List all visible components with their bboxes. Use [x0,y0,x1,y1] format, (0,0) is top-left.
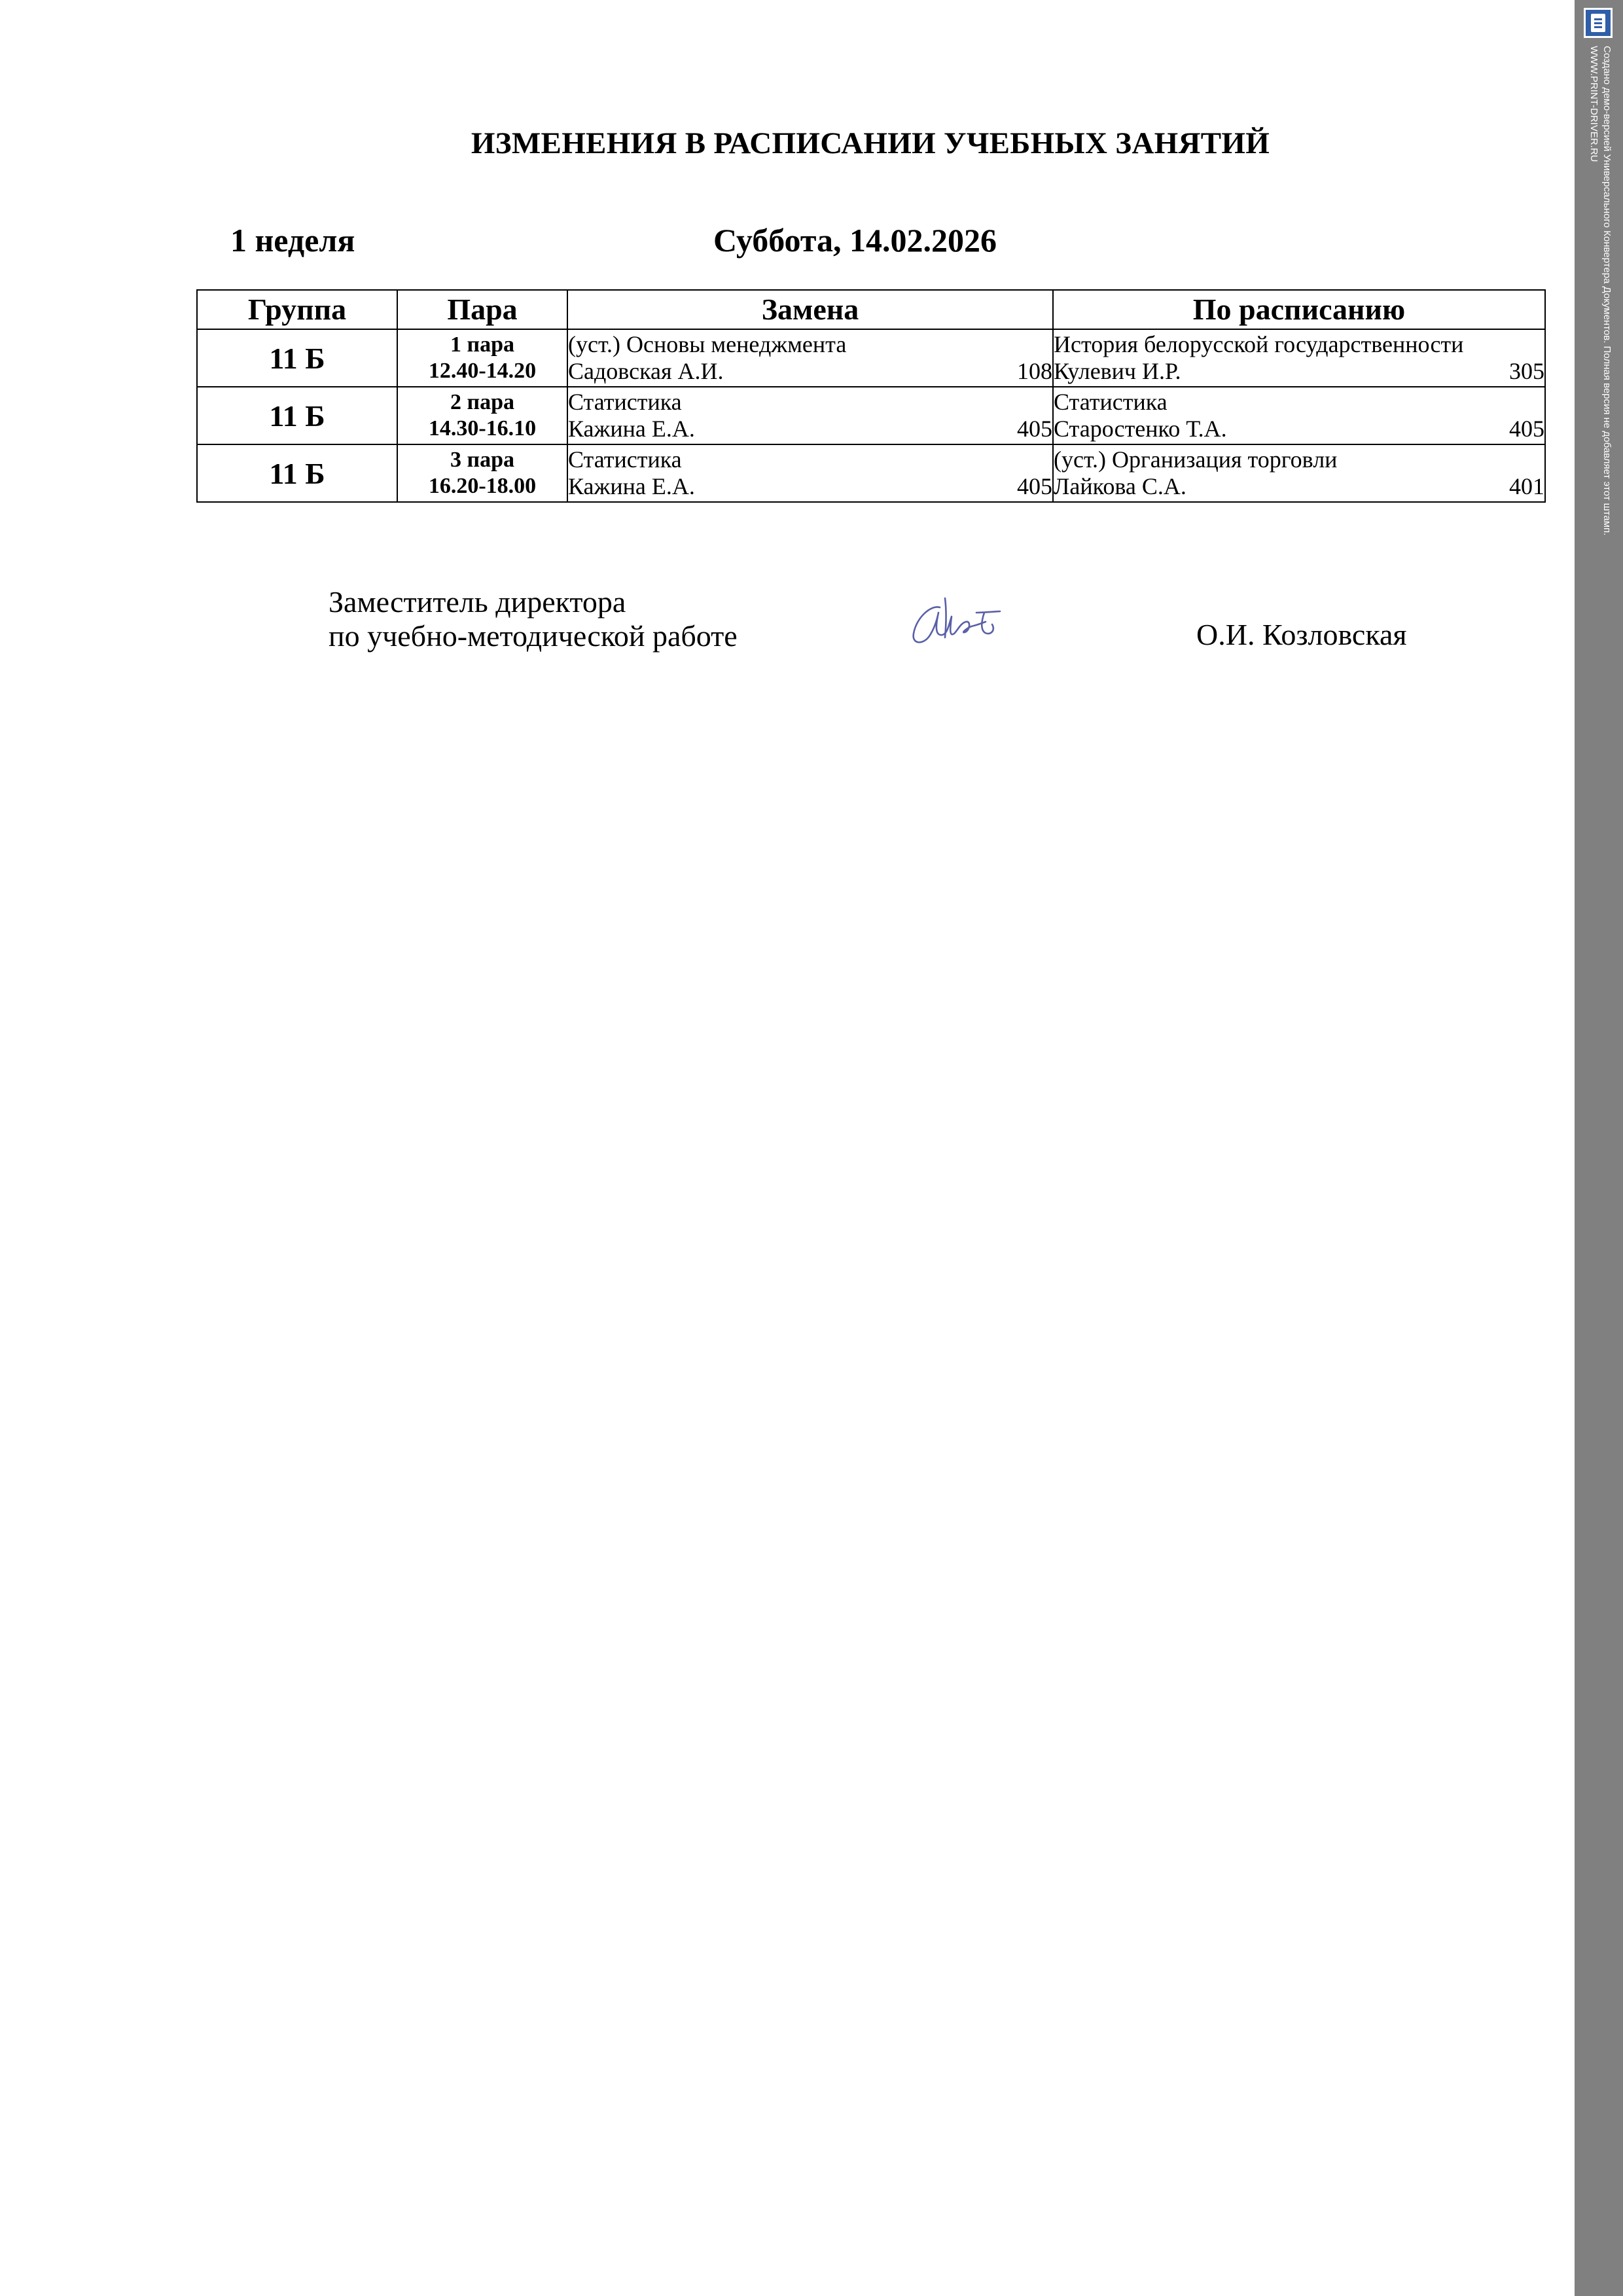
header-group: Группа [197,290,397,329]
week-label: 1 неделя [230,222,355,259]
date-label: Суббота, 14.02.2026 [713,222,997,259]
pair-cell [397,329,567,387]
document-title: ИЗМЕНЕНИЯ В РАСПИСАНИИ УЧЕБНЫХ ЗАНЯТИЙ [471,126,1270,160]
scheduled-subject: (уст.) Организация торговли [1054,446,1338,473]
schedule-changes-table [196,289,1546,503]
replacement-room: 108 [1017,358,1052,384]
replacement-cell [567,329,1053,387]
group-cell: 11 Б [197,444,397,502]
signatory-role-line-2: по учебно-методической работе [329,619,738,653]
group-cell: 11 Б [197,387,397,444]
signatory-name: О.И. Козловская [1196,618,1407,651]
watermark-text [1586,46,1615,661]
pair-number: 3 пара [450,448,514,472]
replacement-teacher: Садовская А.И. [568,358,724,384]
pair-time: 14.30-16.10 [428,416,537,440]
replacement-cell [567,444,1053,502]
scheduled-cell [1053,444,1545,502]
replacement-room: 405 [1017,473,1052,499]
watermark-line-1: Создано демо-версией Универсального Конвертера Документов. Полная версия не добавляет этот штамп. [1601,46,1613,536]
scheduled-room: 405 [1509,416,1544,442]
pair-cell [397,444,567,502]
replacement-subject: Статистика [568,446,682,473]
signatory-role [329,585,738,653]
scheduled-room: 401 [1509,473,1544,499]
scheduled-cell [1053,387,1545,444]
replacement-subject: (уст.) Основы менеджмента [568,331,847,357]
signatory-role-line-1: Заместитель директора [329,585,626,619]
scheduled-room: 305 [1509,358,1544,384]
converter-logo-icon [1584,8,1613,38]
table-row [197,387,1545,444]
header-pair: Пара [397,290,567,329]
table-header-row [197,290,1545,329]
signature-stroke [976,611,1000,634]
scheduled-subject: Статистика [1054,389,1168,415]
replacement-teacher: Кажина Е.А. [568,416,695,442]
scheduled-teacher: Старостенко Т.А. [1054,416,1227,442]
scheduled-teacher: Кулевич И.Р. [1054,358,1181,384]
pair-number: 1 пара [450,332,514,357]
scheduled-cell [1053,329,1545,387]
handwritten-signature [908,593,1013,652]
pair-time: 12.40-14.20 [428,359,537,383]
pair-time: 16.20-18.00 [428,474,537,498]
signature-stroke [945,598,946,637]
replacement-teacher: Кажина Е.А. [568,473,695,499]
replacement-cell [567,387,1053,444]
signature-stroke [914,607,986,642]
header-scheduled: По расписанию [1053,290,1545,329]
group-cell: 11 Б [197,329,397,387]
scheduled-teacher: Лайкова С.А. [1054,473,1186,499]
pair-cell [397,387,567,444]
scheduled-subject: История белорусской государственности [1054,331,1464,357]
watermark-line-2: WWW.PRINT-DRIVER.RU [1588,46,1599,162]
table-row [197,444,1545,502]
table-row [197,329,1545,387]
header-replacement: Замена [567,290,1053,329]
replacement-subject: Статистика [568,389,682,415]
replacement-room: 405 [1017,416,1052,442]
pair-number: 2 пара [450,390,514,414]
